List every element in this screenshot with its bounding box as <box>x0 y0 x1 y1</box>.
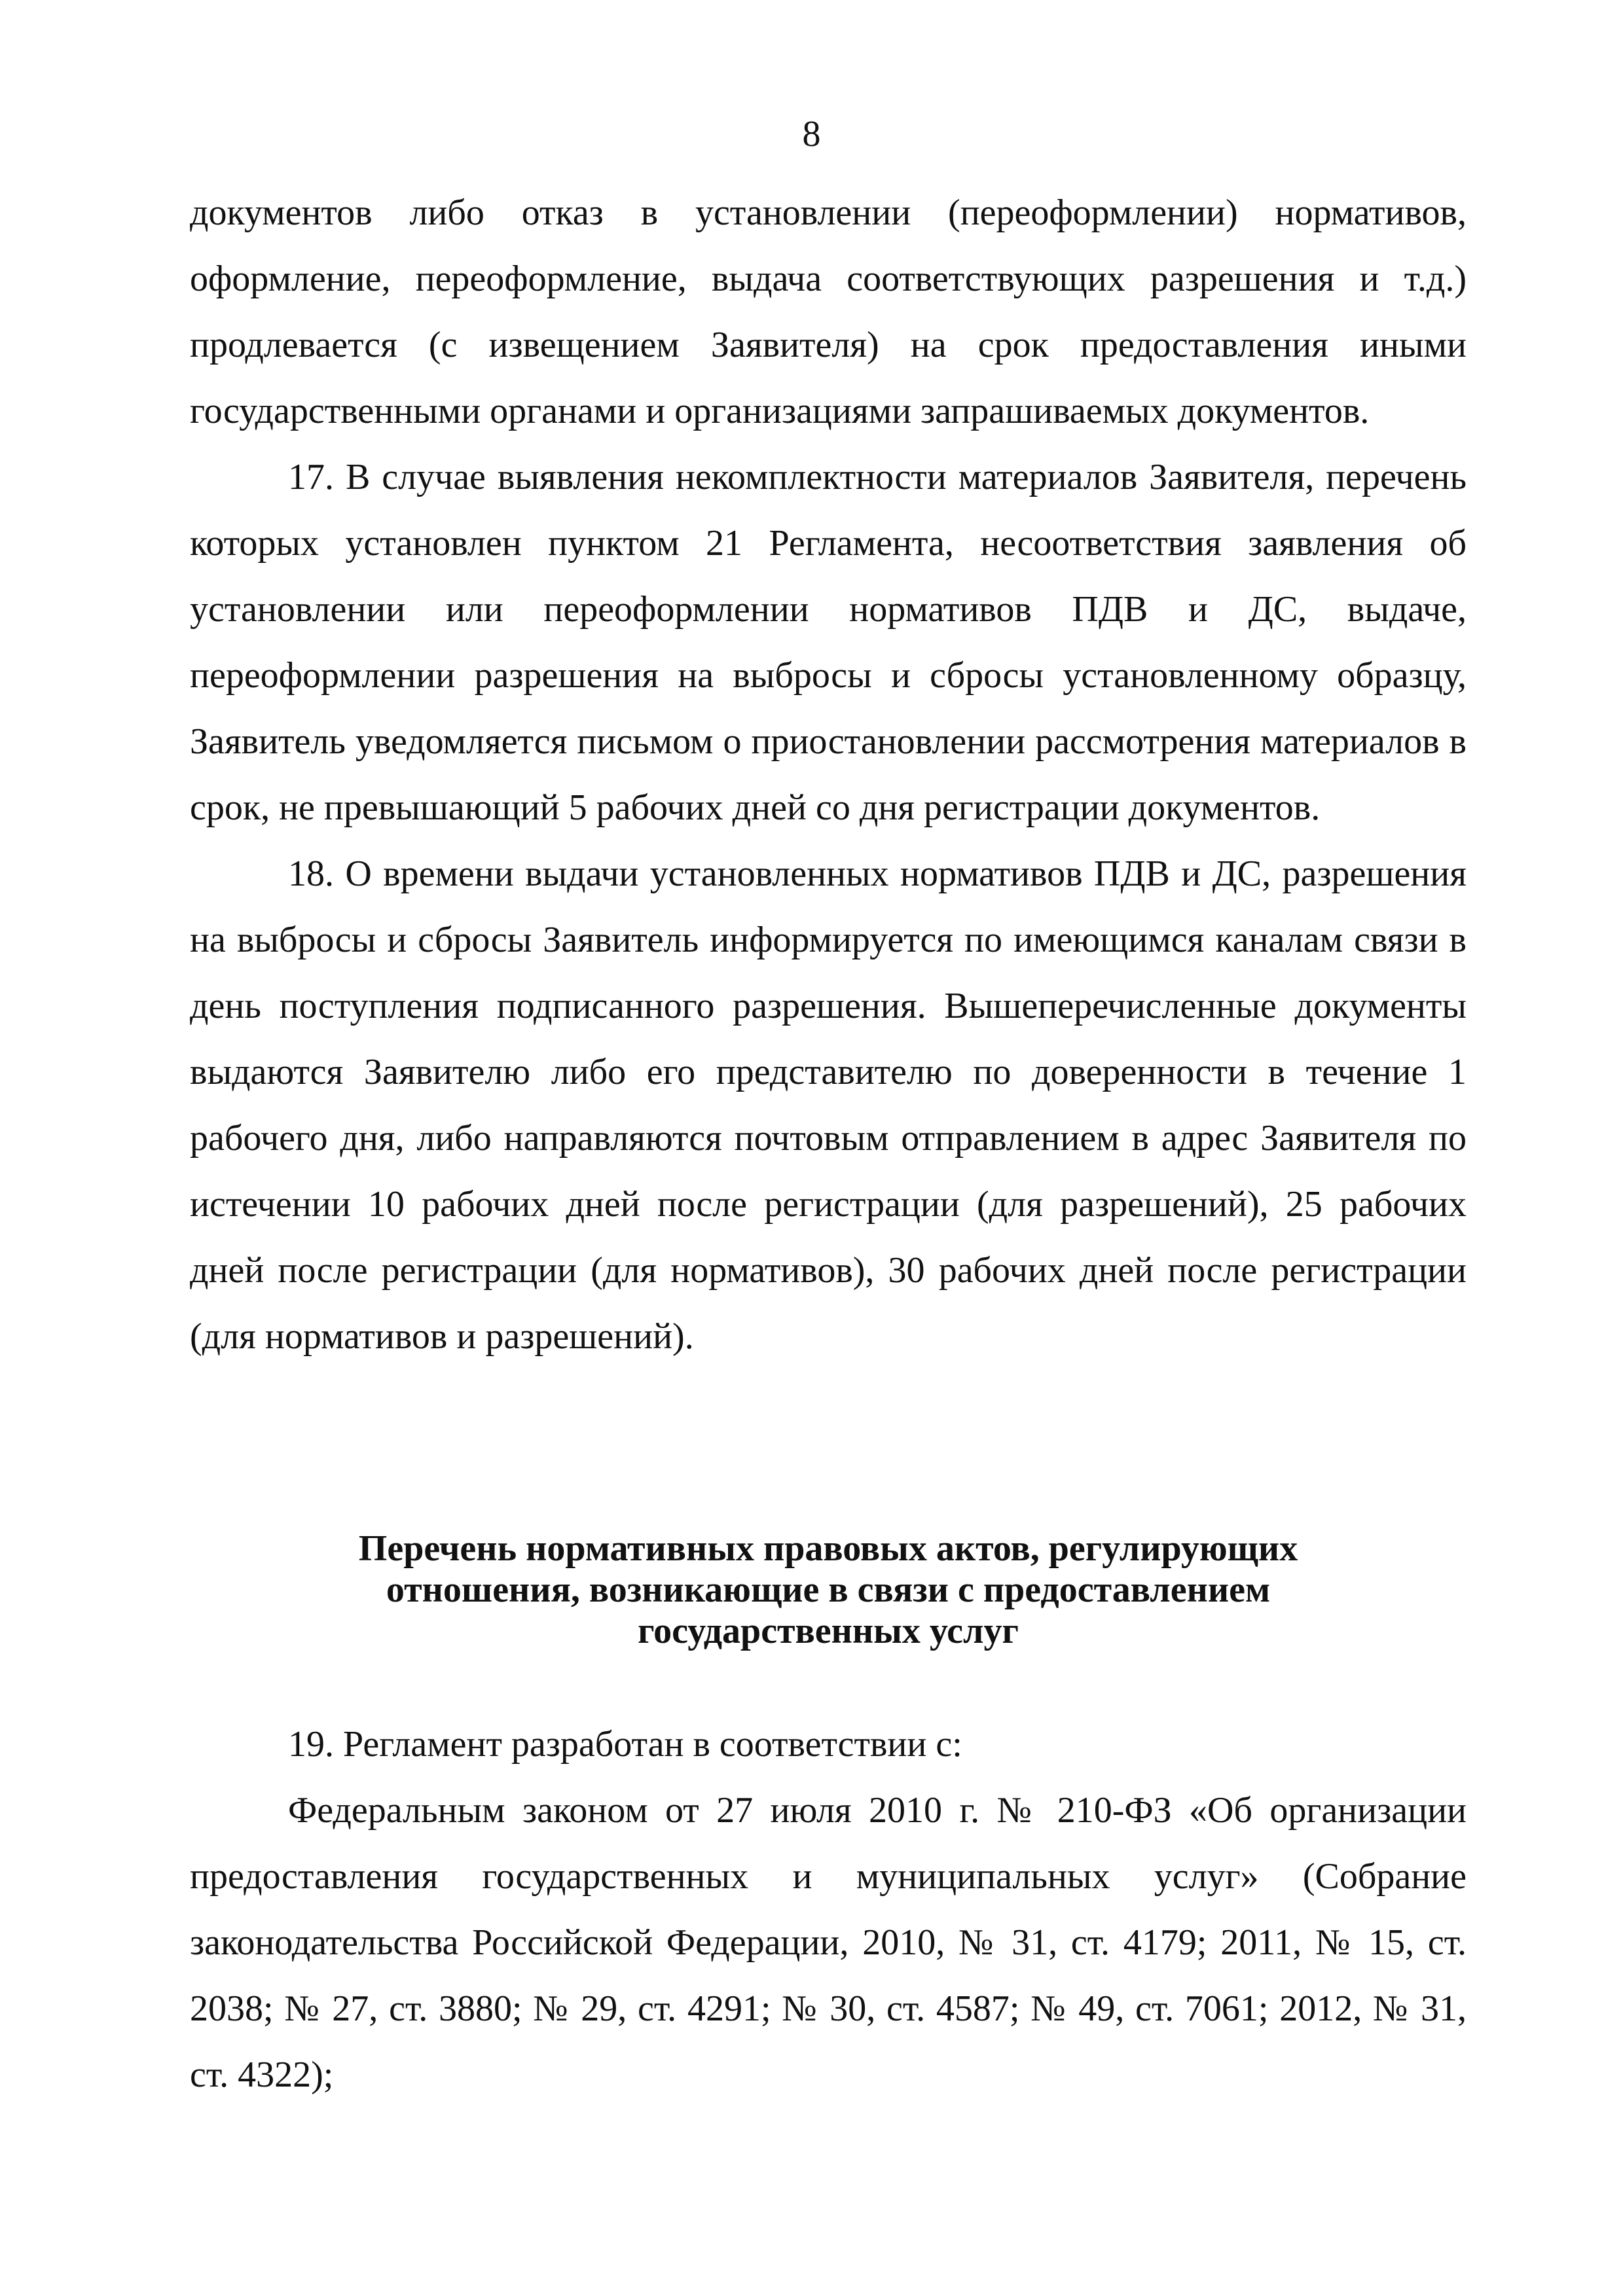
page-number: 8 <box>802 114 821 154</box>
section-heading-line: государственных услуг <box>638 1611 1019 1651</box>
section-heading <box>190 1528 1467 1652</box>
section-heading-line: Перечень нормативных правовых актов, регулирующих <box>358 1528 1298 1569</box>
paragraph-federal-law: Федеральным законом от 27 июля 2010 г. № 210-ФЗ «Об организации предоставления государственных и муниципальных услуг» (Собрание законодательства Российской Федерации, 2010, № 31, ст. 4179; 2011, № 15, ст. 2038; № 27, ст. 3880; № 29, ст. 4291; № 30, ст. 4587; № 49, ст. 7061; 2012, № 31, ст. 4322); <box>190 1790 1467 2095</box>
paragraph-17: 17. В случае выявления некомплектности материалов Заявителя, перечень которых установлен пунктом 21 Регламента, несоответствия заявления об установлении или переоформлении нормативов ПДВ и ДС, выдаче, переоформлении разрешения на выбросы и сбросы установленному образцу, Заявитель уведомляется письмом о приостановлении рассмотрения материалов в срок, не превышающий 5 рабочих дней со дня регистрации документов. <box>190 457 1467 828</box>
paragraph-19: 19. Регламент разработан в соответствии с: <box>288 1724 962 1765</box>
body-text-top <box>190 180 1467 1370</box>
body-text-bottom <box>190 1712 1467 2108</box>
section-heading-line: отношения, возникающие в связи с предоставлением <box>386 1570 1271 1610</box>
paragraph-18: 18. О времени выдачи установленных нормативов ПДВ и ДС, разрешения на выбросы и сбросы Заявитель информируется по имеющимся каналам связи в день поступления подписанного разрешения. Вышеперечисленные документы выдаются Заявителю либо его представителю по доверенности в течение 1 рабочего дня, либо направляются почтовым отправлением в адрес Заявителя по истечении 10 рабочих дней после регистрации (для разрешений), 25 рабочих дней после регистрации (для нормативов), 30 рабочих дней после регистрации (для нормативов и разрешений). <box>190 853 1467 1357</box>
paragraph-continuation: документов либо отказ в установлении (переоформлении) нормативов, оформление, переоформление, выдача соответствующих разрешения и т.д.) продлевается (с извещением Заявителя) на срок предоставления иными государственными органами и организациями запрашиваемых документов. <box>190 192 1467 431</box>
